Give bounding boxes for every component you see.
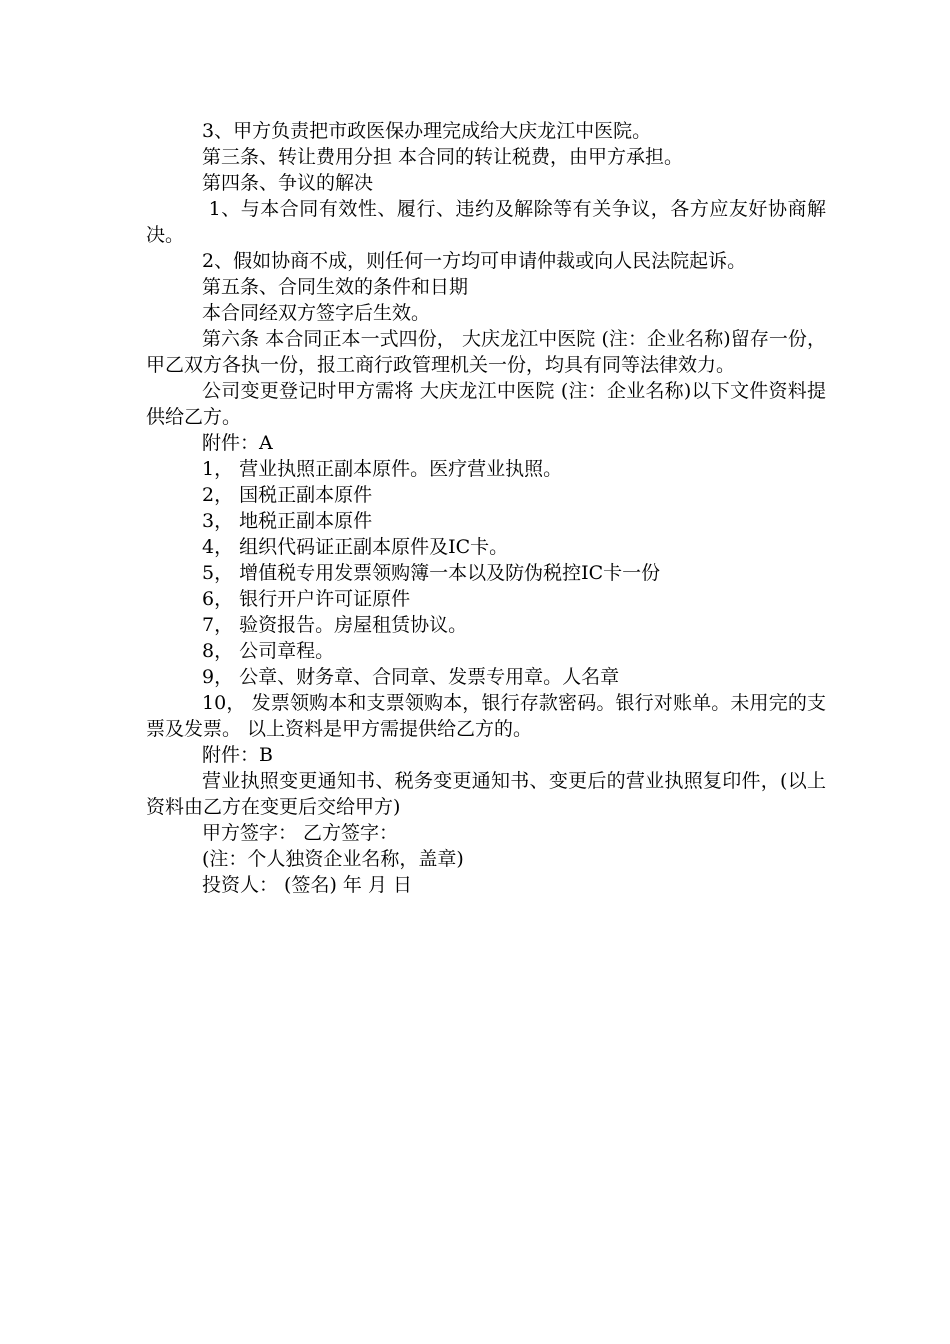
- paragraph-24: (注：个人独资企业名称，盖章): [202, 848, 464, 870]
- paragraph-5: 2、假如协商不成，则任何一方均可申请仲裁或向人民法院起诉。: [202, 250, 747, 272]
- paragraph-8: 第六条 本合同正本一式四份， 大庆龙江中医院 (注：企业名称)留存一份，甲乙双方各执一份，报工商行政管理机关一份，均具有同等法律效力。: [146, 328, 826, 376]
- paragraph-20: 10， 发票领购本和支票领购本，银行存款密码。银行对账单。未用完的支票及发票。 以上资料是甲方需提供给乙方的。: [146, 692, 826, 740]
- paragraph-23: 甲方签字： 乙方签字：: [202, 822, 399, 844]
- paragraph-14: 4， 组织代码证正副本原件及IC卡。: [202, 536, 509, 558]
- paragraph-17: 7， 验资报告。房屋租赁协议。: [202, 614, 468, 636]
- paragraph-13: 3， 地税正副本原件: [202, 510, 373, 532]
- paragraph-3: 第四条、争议的解决: [202, 172, 374, 194]
- paragraph-10: 附件：A: [202, 432, 273, 454]
- paragraph-4: 1、与本合同有效性、履行、违约及解除等有关争议，各方应友好协商解决。: [146, 198, 827, 246]
- paragraph-16: 6， 银行开户许可证原件: [202, 588, 411, 610]
- paragraph-11: 1， 营业执照正副本原件。医疗营业执照。: [202, 458, 563, 480]
- paragraph-21: 附件：B: [202, 744, 273, 766]
- paragraph-7: 本合同经双方签字后生效。: [202, 302, 431, 324]
- paragraph-18: 8， 公司章程。: [202, 640, 335, 662]
- paragraph-12: 2， 国税正副本原件: [202, 484, 373, 506]
- paragraph-2: 第三条、转让费用分担 本合同的转让税费，由甲方承担。: [202, 146, 684, 168]
- paragraph-1: 3、甲方负责把市政医保办理完成给大庆龙江中医院。: [202, 120, 652, 142]
- paragraph-22: 营业执照变更通知书、税务变更通知书、变更后的营业执照复印件，(以上资料由乙方在变更后交给甲方): [146, 770, 826, 818]
- document-body: [146, 118, 826, 898]
- paragraph-25: 投资人： (签名) 年 月 日: [202, 874, 412, 896]
- paragraph-15: 5， 增值税专用发票领购簿一本以及防伪税控IC卡一份: [202, 562, 661, 584]
- paragraph-9: 公司变更登记时甲方需将 大庆龙江中医院 (注：企业名称)以下文件资料提供给乙方。: [146, 380, 826, 428]
- paragraph-19: 9， 公章、财务章、合同章、发票专用章。人名章: [202, 666, 620, 688]
- paragraph-6: 第五条、合同生效的条件和日期: [202, 276, 469, 298]
